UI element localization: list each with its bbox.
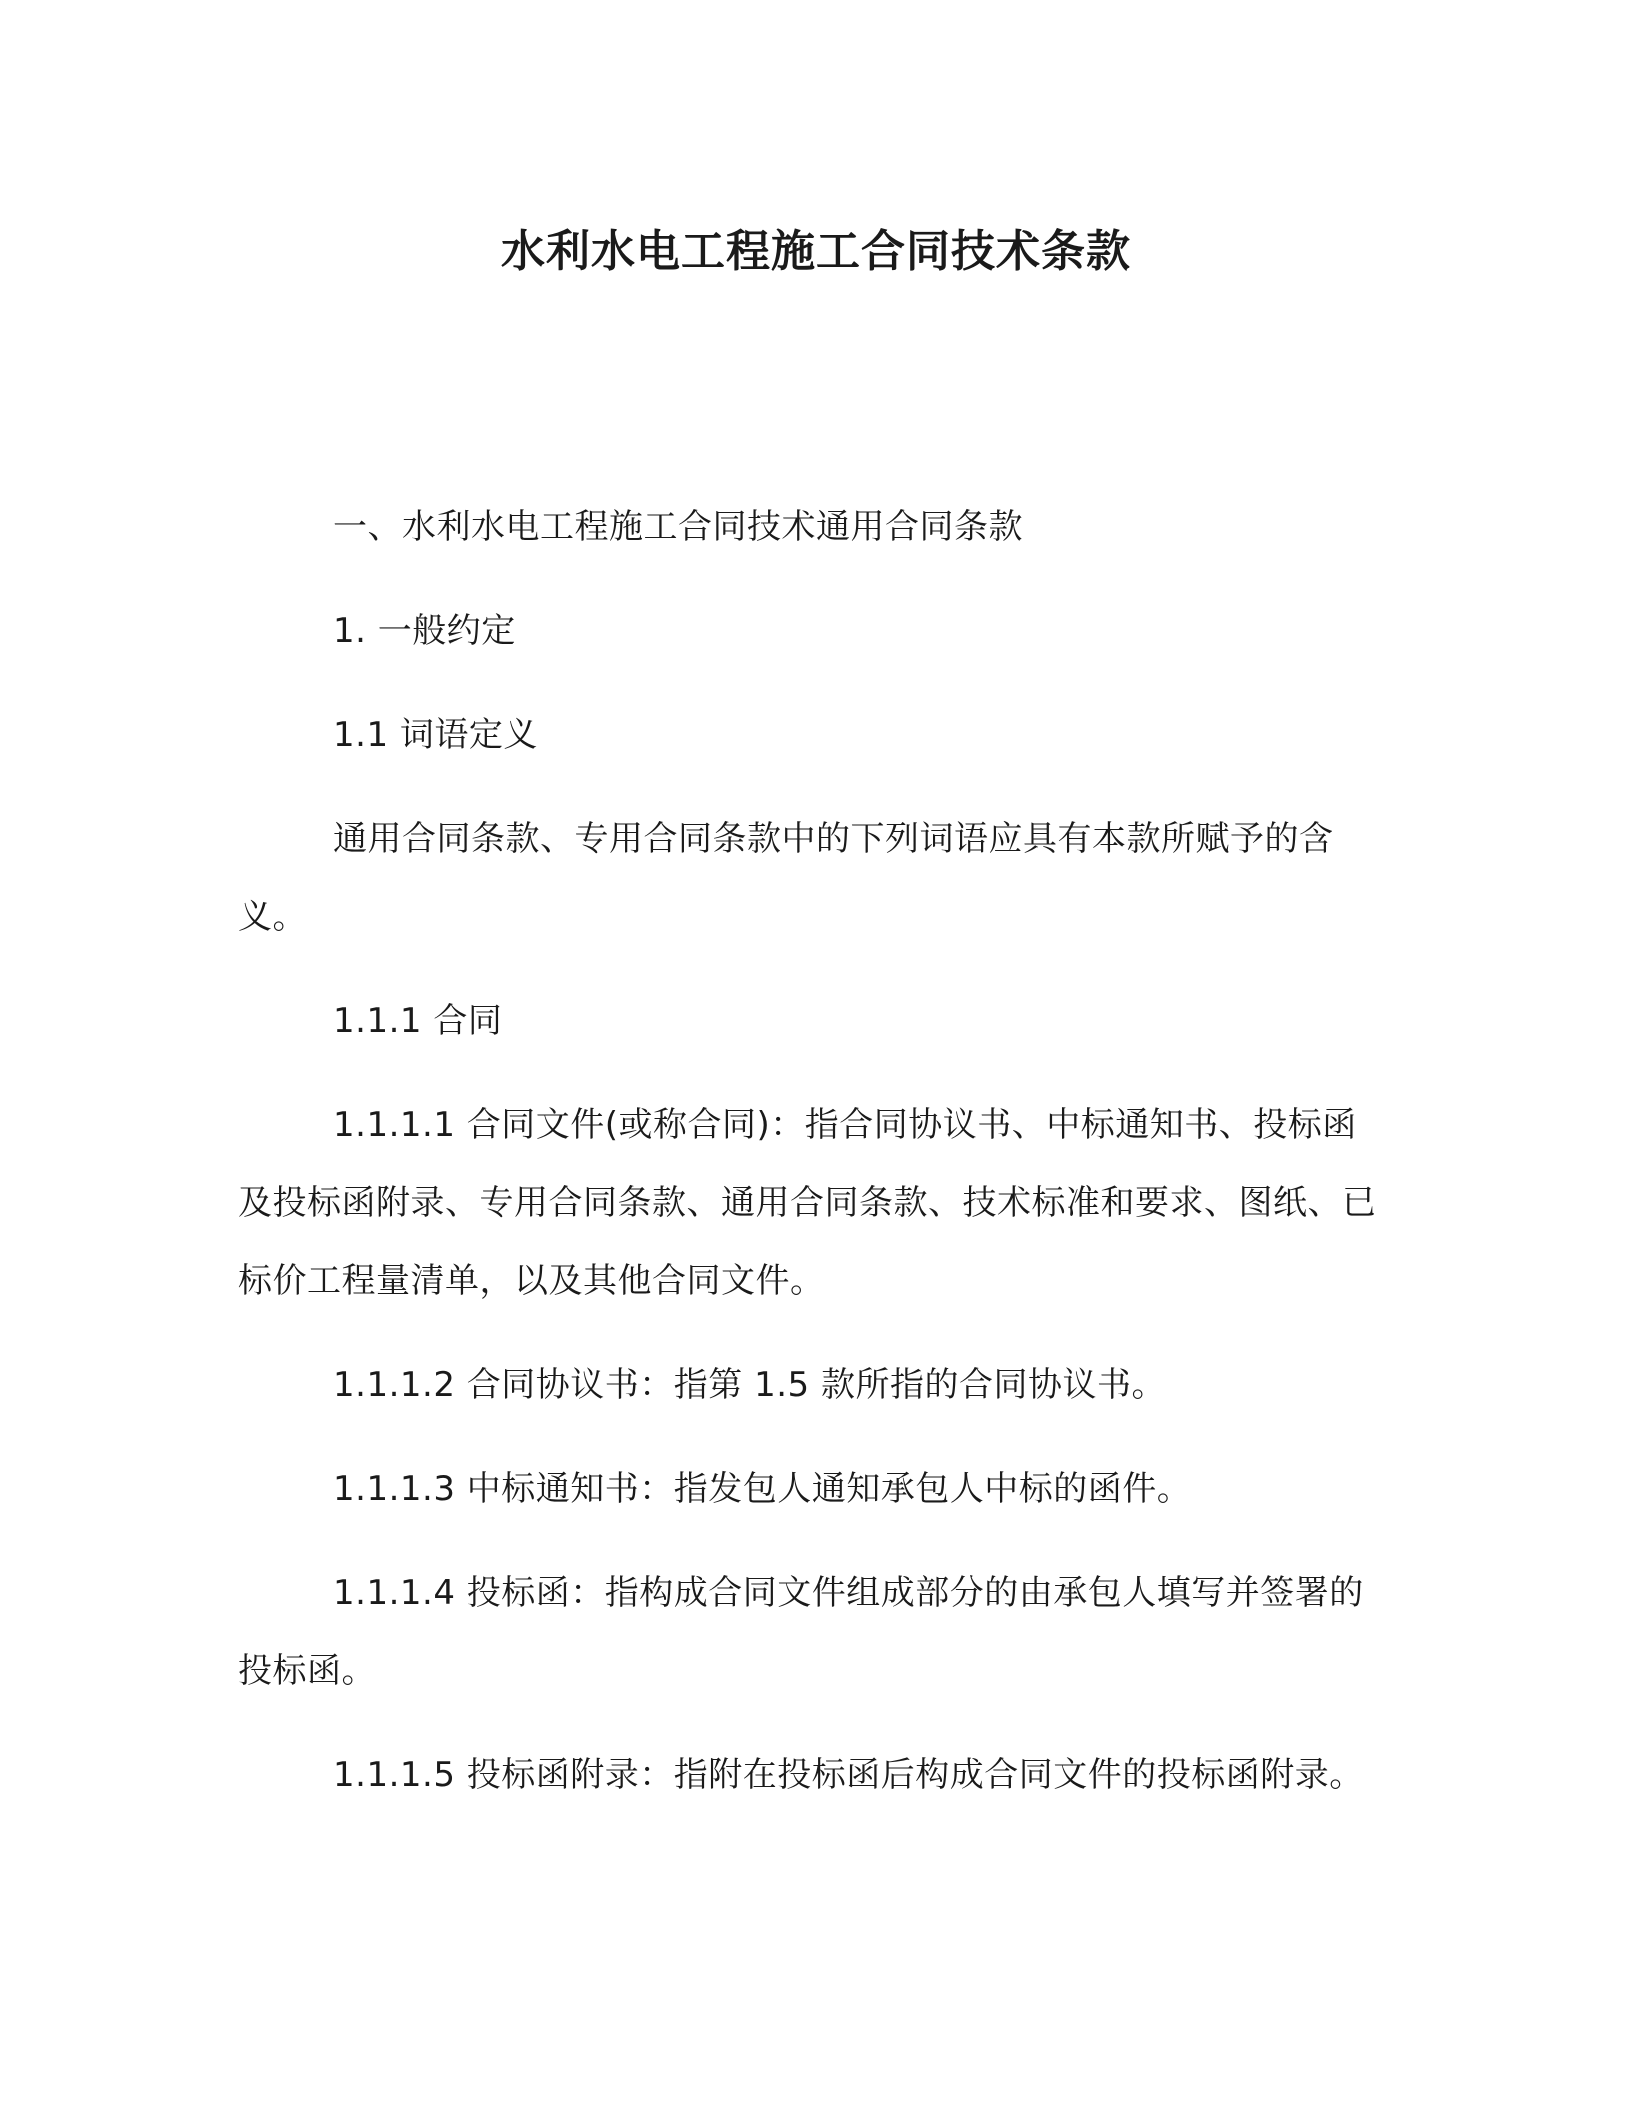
subclause-heading: 1.1 词语定义 (333, 715, 538, 755)
definition-paragraph: 1.1.1.2 合同协议书：指第 1.5 款所指的合同协议书。 (333, 1365, 1166, 1405)
subclause-heading: 1.1.1 合同 (333, 1001, 503, 1041)
clause-heading: 1. 一般约定 (333, 611, 516, 651)
definition-paragraph: 1.1.1.4 投标函：指构成合同文件组成部分的由承包人填写并签署的投标函。 (238, 1573, 1364, 1691)
definition-paragraph: 1.1.1.5 投标函附录：指附在投标函后构成合同文件的投标函附录。 (333, 1755, 1364, 1795)
definition-paragraph: 1.1.1.3 中标通知书：指发包人通知承包人中标的函件。 (333, 1469, 1192, 1509)
body-paragraph: 通用合同条款、专用合同条款中的下列词语应具有本款所赋予的含义。 (238, 819, 1334, 937)
document-body (238, 488, 1382, 1840)
document-title: 水利水电工程施工合同技术条款 (501, 226, 1131, 277)
definition-paragraph: 1.1.1.1 合同文件(或称合同)：指合同协议书、中标通知书、投标函及投标函附录、专用合同条款、通用合同条款、技术标准和要求、图纸、已标价工程量清单，以及其他合同文件。 (238, 1105, 1377, 1301)
section-heading: 一、水利水电工程施工合同技术通用合同条款 (333, 507, 1023, 547)
